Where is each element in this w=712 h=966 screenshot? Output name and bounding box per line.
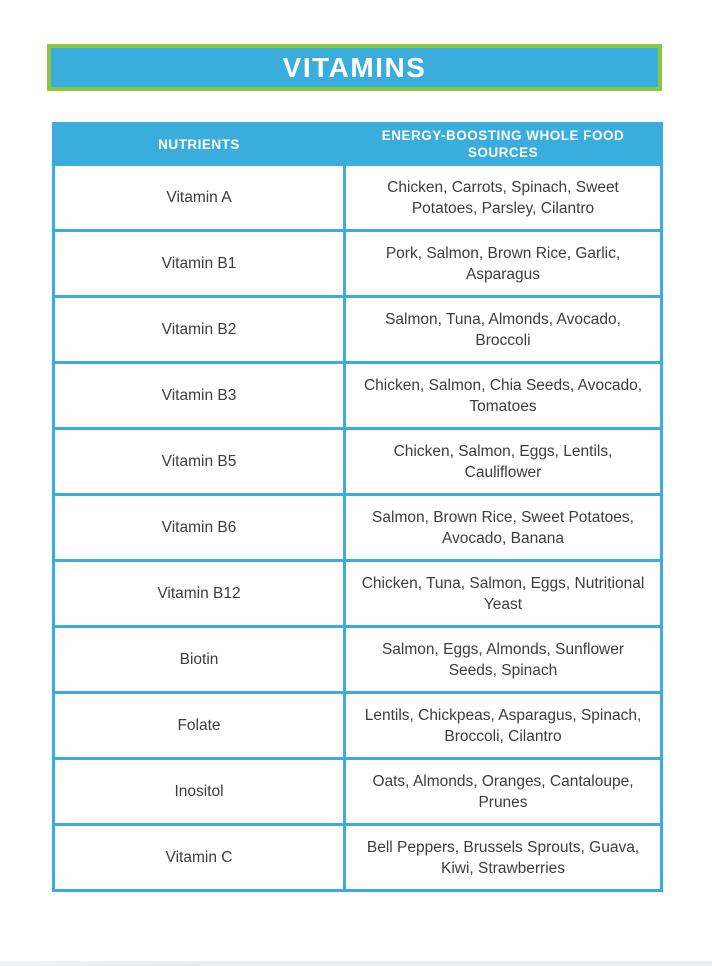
table-body [54, 165, 662, 891]
nutrient-cell: Folate [54, 693, 345, 759]
table-row [54, 561, 662, 627]
nutrient-cell: Biotin [54, 627, 345, 693]
nutrient-cell: Vitamin B12 [54, 561, 345, 627]
sources-cell: Salmon, Brown Rice, Sweet Potatoes, Avocado, Banana [345, 495, 662, 561]
page-title: VITAMINS [282, 51, 427, 83]
sources-cell: Chicken, Carrots, Spinach, Sweet Potatoes, Parsley, Cilantro [345, 165, 662, 231]
sources-cell: Salmon, Tuna, Almonds, Avocado, Broccoli [345, 297, 662, 363]
nutrient-cell: Vitamin B6 [54, 495, 345, 561]
table-header-row [54, 124, 662, 165]
nutrient-cell: Vitamin B1 [54, 231, 345, 297]
table-row [54, 693, 662, 759]
nutrient-cell: Vitamin C [54, 825, 345, 891]
column-header-sources: ENERGY-BOOSTING WHOLE FOOD SOURCES [345, 124, 662, 165]
page-edge-strip [0, 961, 712, 966]
table-row [54, 495, 662, 561]
title-banner [47, 44, 662, 91]
sources-cell: Bell Peppers, Brussels Sprouts, Guava, Kiwi, Strawberries [345, 825, 662, 891]
table-row [54, 825, 662, 891]
nutrient-cell: Vitamin B3 [54, 363, 345, 429]
sources-cell: Oats, Almonds, Oranges, Cantaloupe, Prunes [345, 759, 662, 825]
table-row [54, 297, 662, 363]
table-row [54, 429, 662, 495]
vitamins-table-container [52, 122, 660, 892]
table-row [54, 165, 662, 231]
sources-cell: Chicken, Salmon, Eggs, Lentils, Cauliflower [345, 429, 662, 495]
column-header-nutrients: NUTRIENTS [54, 124, 345, 165]
nutrient-cell: Vitamin B5 [54, 429, 345, 495]
table-row [54, 363, 662, 429]
vitamins-table [52, 122, 663, 892]
nutrient-cell: Vitamin B2 [54, 297, 345, 363]
nutrient-cell: Inositol [54, 759, 345, 825]
sources-cell: Salmon, Eggs, Almonds, Sunflower Seeds, Spinach [345, 627, 662, 693]
sources-cell: Chicken, Salmon, Chia Seeds, Avocado, Tomatoes [345, 363, 662, 429]
table-row [54, 627, 662, 693]
table-row [54, 231, 662, 297]
sources-cell: Chicken, Tuna, Salmon, Eggs, Nutritional Yeast [345, 561, 662, 627]
sources-cell: Lentils, Chickpeas, Asparagus, Spinach, Broccoli, Cilantro [345, 693, 662, 759]
sources-cell: Pork, Salmon, Brown Rice, Garlic, Asparagus [345, 231, 662, 297]
nutrient-cell: Vitamin A [54, 165, 345, 231]
table-row [54, 759, 662, 825]
